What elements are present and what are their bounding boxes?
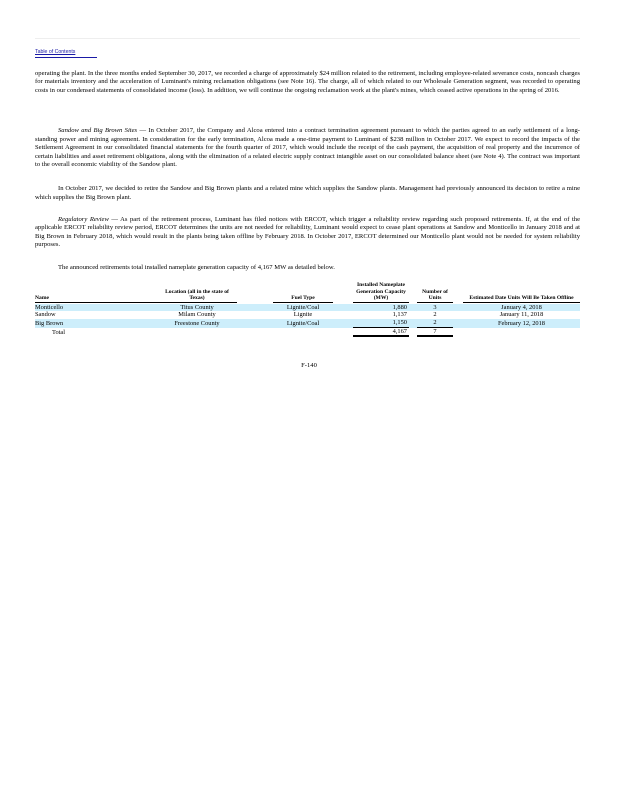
paragraph-sandow-big-brown bbox=[35, 127, 580, 170]
cell-total-units: 7 bbox=[417, 328, 453, 338]
table-header-row bbox=[35, 282, 580, 304]
regulatory-body: — As part of the retirement process, Luminant has filed notices with ERCOT, which trigger a reliability review regarding such proposed retirements. If, at the end of the applicable ERCOT reliability review period, ERCOT determines the units are not needed for reliability, Luminant would expect to cease plant operations at Sandow and Monticello in January 2018 and at Big Brown in February 2018, which would result in the plants being taken offline by February 2018. In October 2017, ERCOT determined our Monticello plant would not be needed for system reliability purposes. bbox=[35, 215, 580, 249]
cell-capacity: 1,137 bbox=[392, 311, 407, 319]
table-row bbox=[35, 304, 580, 312]
header-name: Name bbox=[35, 282, 157, 304]
sandow-heading: Sandow and Big Brown Sites bbox=[58, 127, 138, 134]
cell-units: 2 bbox=[417, 319, 453, 328]
header-capacity: Installed Nameplate Generation Capacity (MW) bbox=[353, 282, 409, 304]
cell-units: 3 bbox=[417, 304, 453, 312]
cell-fuel: Lignite/Coal bbox=[273, 319, 333, 328]
sandow-body: — In October 2017, the Company and Alcoa entered into a contract termination agreement pursuant to which the parties agreed to an early settlement of a long-standing power and mining agreement. In consideration for the early termination, Alcoa made a one-time payment to Luminant of $238 million in October 2017. We expect to record the impacts of the Settlement Agreement in our consolidated financial statements for the fourth quarter of 2017, which would include the receipt of the cash payment, the acquisition of real property and the incurrence of certain liabilities and asset retirement obligations, along with the elimination of a related electric supply contract intangible asset on our consolidated balance sheet (see Note 4). The contract was important to the overall economic viability of the Sandow plant. bbox=[35, 127, 580, 169]
header-offline-date: Estimated Date Units Will Be Taken Offline bbox=[463, 282, 580, 304]
regulatory-heading: Regulatory Review bbox=[58, 215, 109, 223]
cell-name: Big Brown bbox=[35, 319, 157, 328]
cell-capacity: 1,150 bbox=[353, 319, 409, 328]
paragraph-regulatory-review bbox=[35, 216, 580, 250]
cell-name: Monticello bbox=[35, 304, 157, 312]
cell-location: Milam County bbox=[178, 311, 216, 319]
cell-offline: February 12, 2018 bbox=[463, 319, 580, 328]
paragraph-capacity-intro: The announced retirements total installed nameplate generation capacity of 4,167 MW as detailed below. bbox=[58, 263, 335, 271]
cell-offline: January 4, 2018 bbox=[463, 304, 580, 312]
page-number: F-140 bbox=[301, 362, 317, 369]
paragraph-retire-decision: In October 2017, we decided to retire the Sandow and Big Brown plants and a related mine which supplies the Sandow plants. Management had previously announced its decision to retire a mine which supplies the Big Brown plant. bbox=[35, 185, 580, 201]
cell-offline: January 11, 2018 bbox=[499, 311, 544, 319]
paragraph-retirement-charge: operating the plant. In the three months ended September 30, 2017, we recorded a charge of approximately $24 million related to the retirement, including employee-related severance costs, noncash charges for materials inventory and the acceleration of Luminant's mining reclamation obligations (see Note 16). The charge, all of which related to our Wholesale Generation segment, was recorded to operating costs in our condensed statements of consolidated income (loss). In addition, we will continue the ongoing reclamation work at the plant's mines, which ceased active operations in the spring of 2016. bbox=[35, 69, 580, 94]
header-fuel-type: Fuel Type bbox=[273, 282, 333, 304]
cell-units: 2 bbox=[433, 311, 437, 319]
cell-fuel: Lignite bbox=[293, 311, 313, 319]
cell-total-label: Total bbox=[52, 328, 66, 336]
header-number-of-units: Number of Units bbox=[417, 282, 453, 304]
header-location: Location (all in the state of Texas) bbox=[157, 282, 237, 304]
header-divider bbox=[35, 38, 580, 39]
table-row bbox=[35, 319, 580, 328]
cell-location: Freestone County bbox=[157, 319, 237, 328]
cell-total-capacity: 4,167 bbox=[353, 328, 409, 338]
cell-fuel: Lignite/Coal bbox=[273, 304, 333, 312]
cell-location: Titus County bbox=[157, 304, 237, 312]
cell-capacity: 1,880 bbox=[353, 304, 409, 312]
table-total-row bbox=[35, 328, 580, 338]
table-of-contents-link[interactable]: Table of Contents bbox=[35, 49, 76, 55]
toc-underline bbox=[35, 57, 97, 58]
cell-name: Sandow bbox=[35, 311, 56, 319]
retirement-capacity-table bbox=[35, 282, 580, 337]
table-row bbox=[35, 311, 580, 319]
